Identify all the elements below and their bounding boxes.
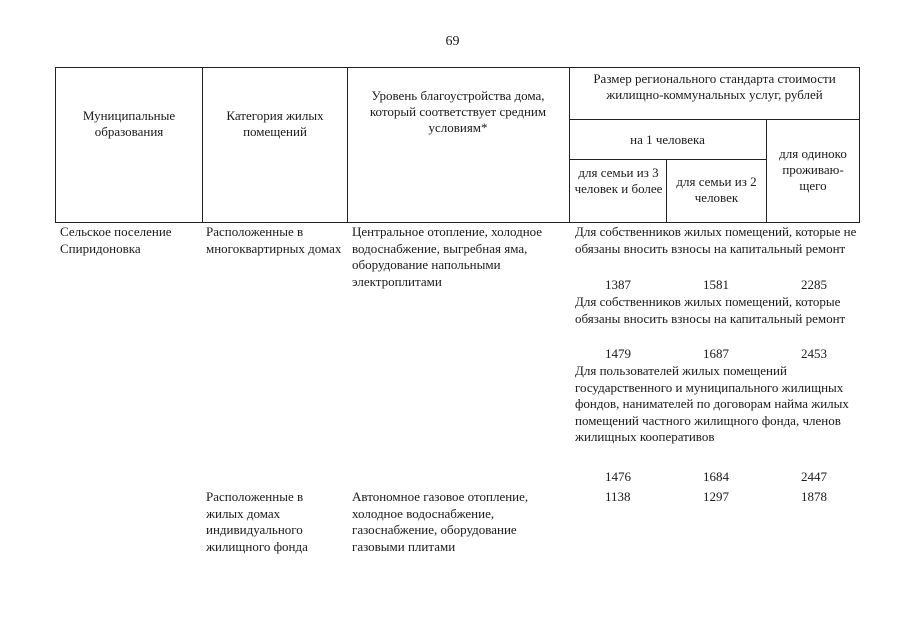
group1-single-value: 2285 bbox=[801, 277, 827, 292]
row2-family3-value: 1138 bbox=[605, 489, 631, 504]
header-divider bbox=[569, 159, 766, 160]
row2-single-value: 1878 bbox=[801, 489, 827, 504]
row2-family2-value: 1297 bbox=[703, 489, 729, 504]
group3-single-value: 2447 bbox=[801, 469, 827, 484]
header-divider bbox=[766, 119, 767, 222]
row2-category: Расположенные в жилых домах индивидуального жилищного фонда bbox=[206, 489, 308, 554]
group1-family3-value: 1387 bbox=[605, 277, 631, 292]
header-divider bbox=[202, 68, 203, 222]
header-family-3: для семьи из 3 человек и более bbox=[574, 165, 663, 196]
header-municipality: Муниципальные образования bbox=[82, 108, 176, 139]
group2-family3-value: 1479 bbox=[605, 346, 631, 361]
group2-label: Для собственников жилых помещений, которые обязаны вносить взносы на капитальный ремонт bbox=[575, 294, 846, 326]
row1-amenity: Центральное отопление, холодное водоснабжение, выгребная яма, оборудование напольными электроплитами bbox=[352, 224, 543, 289]
header-divider bbox=[666, 159, 667, 222]
header-divider bbox=[569, 119, 860, 120]
header-amenity-level: Уровень благоустройства дома, который соответствует средним условиям* bbox=[369, 88, 547, 135]
group3-family3-value: 1476 bbox=[605, 469, 631, 484]
group3-label: Для пользователей жилых помещений государственного и муниципального жилищных фондов, нанимателей по договорам найма жилых помещений частного жилищного фонда, членов жилищных кооперативов bbox=[575, 363, 849, 444]
header-divider bbox=[569, 68, 570, 222]
header-per-person: на 1 человека bbox=[630, 132, 705, 147]
table-header bbox=[55, 67, 860, 223]
header-regional-standard: Размер регионального стандарта стоимости жилищно-коммунальных услуг, рублей bbox=[593, 71, 836, 102]
header-single: для одиноко проживаю-щего bbox=[779, 146, 847, 193]
group2-family2-value: 1687 bbox=[703, 346, 729, 361]
group2-single-value: 2453 bbox=[801, 346, 827, 361]
group1-family2-value: 1581 bbox=[703, 277, 729, 292]
header-family-2: для семьи из 2 человек bbox=[676, 174, 757, 205]
header-category: Категория жилых помещений bbox=[226, 108, 324, 139]
group1-label: Для собственников жилых помещений, которые не обязаны вносить взносы на капитальный ремонт bbox=[575, 224, 857, 256]
row1-municipality: Сельское поселение Спиридоновка bbox=[60, 224, 172, 256]
page-number: 69 bbox=[445, 34, 460, 49]
row1-category: Расположенные в многоквартирных домах bbox=[206, 224, 342, 256]
header-divider bbox=[347, 68, 348, 222]
group3-family2-value: 1684 bbox=[703, 469, 729, 484]
row2-amenity: Автономное газовое отопление, холодное водоснабжение, газоснабжение, оборудование газовыми плитами bbox=[352, 489, 529, 554]
